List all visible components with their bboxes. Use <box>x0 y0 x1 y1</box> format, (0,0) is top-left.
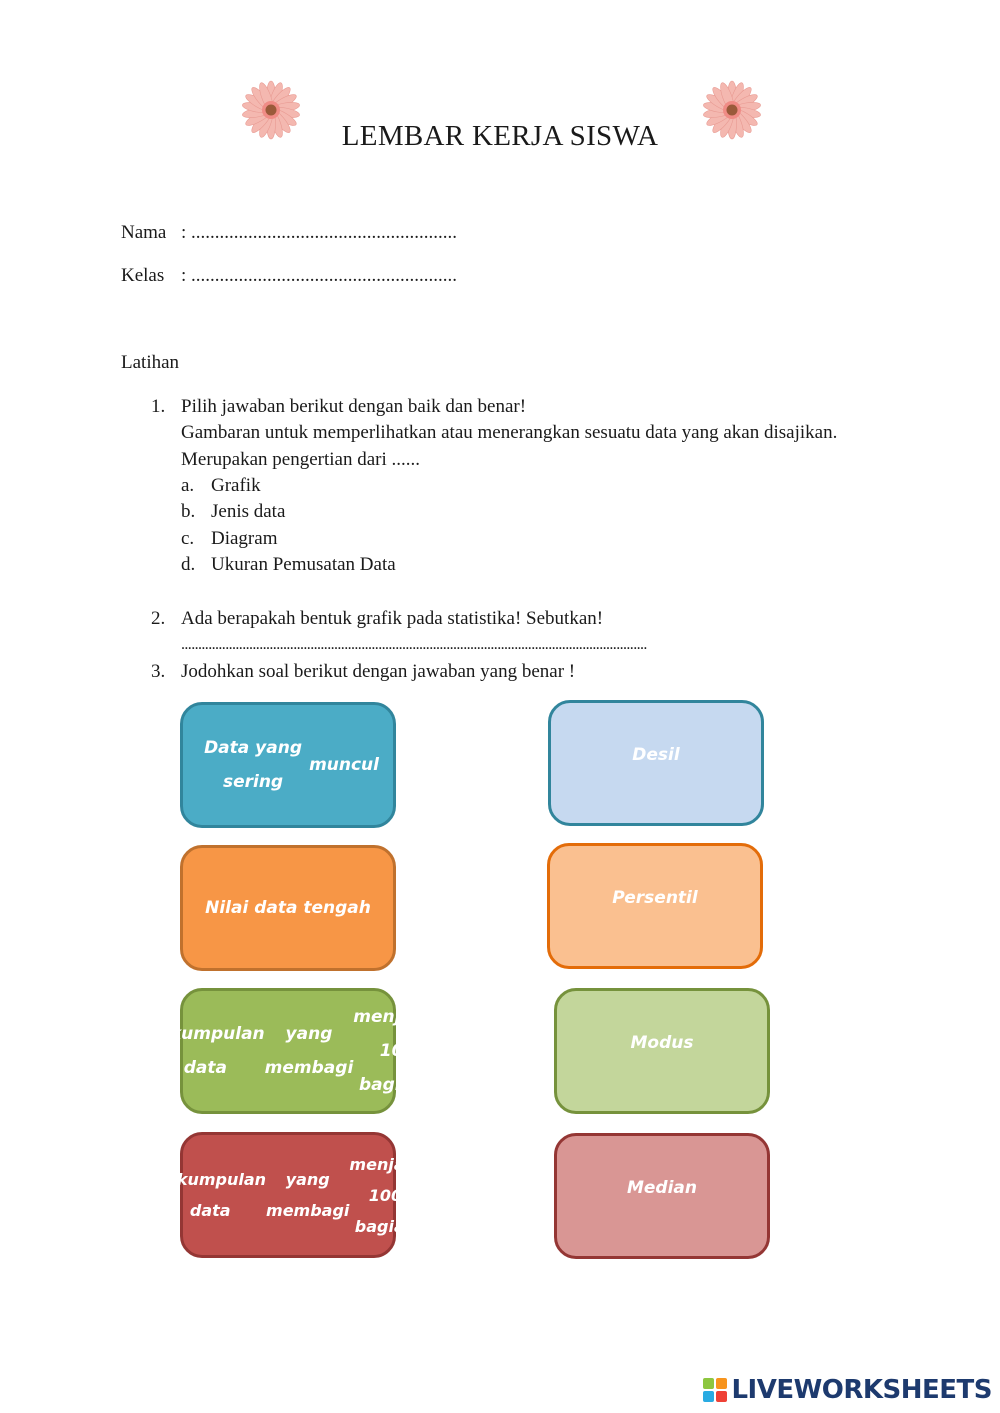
q1-option-b[interactable]: Jenis data <box>211 501 286 522</box>
match-left-box-4[interactable] <box>154 1132 422 1258</box>
match-left-box-3[interactable] <box>146 988 430 1114</box>
match-left-1-line1: Data yang sering <box>204 738 302 792</box>
section-title: Latihan <box>121 352 180 373</box>
kelas-field[interactable]: : ........................................................ <box>181 265 458 286</box>
match-right-3-label: Modus <box>630 1033 694 1053</box>
match-right-box-4[interactable] <box>554 1133 770 1259</box>
nama-label: Nama <box>121 222 167 243</box>
q2-text: Ada berapakah bentuk grafik pada statistika! Sebutkan! <box>181 608 604 629</box>
q2-number: 2. <box>151 608 166 629</box>
q1-number: 1. <box>151 396 166 417</box>
match-right-box-2[interactable] <box>547 843 763 969</box>
match-left-box-2[interactable] <box>180 845 396 971</box>
q1-option-c-letter: c. <box>181 528 195 549</box>
match-left-box-1[interactable] <box>180 702 396 828</box>
match-left-3-line1: Sekumpulan data <box>146 1024 265 1078</box>
q2-answer-field[interactable]: ......................................................................................................................................... <box>181 636 647 653</box>
q1-option-a-letter: a. <box>181 475 195 496</box>
match-left-1-line2: muncul <box>309 755 379 775</box>
q1-line3: Merupakan pengertian dari ...... <box>181 449 420 470</box>
match-right-box-3[interactable] <box>554 988 770 1114</box>
q1-line1: Pilih jawaban berikut dengan baik dan benar! <box>181 396 527 417</box>
match-right-4-label: Median <box>626 1178 698 1198</box>
q1-option-c[interactable]: Diagram <box>211 528 278 549</box>
brand-name: LIVEWORKSHEETS <box>731 1375 992 1405</box>
match-right-box-1[interactable] <box>548 700 764 826</box>
match-left-3-line3: menjadi 10 bagian <box>353 1007 430 1095</box>
match-left-4-line1: Sekumpulan data <box>154 1170 267 1220</box>
match-left-4-line2: yang membagi <box>266 1170 350 1220</box>
match-right-2-label: Persentil <box>612 888 698 908</box>
q1-option-a[interactable]: Grafik <box>211 475 261 496</box>
match-left-4-line3: menjadi 100 bagian <box>349 1154 422 1236</box>
liveworksheets-logo <box>703 1375 992 1405</box>
match-left-3-line2: yang membagi <box>264 1024 354 1078</box>
q3-text: Jodohkan soal berikut dengan jawaban yang benar ! <box>181 661 576 682</box>
match-right-1-label: Desil <box>632 745 680 765</box>
q1-option-d-letter: d. <box>181 554 196 575</box>
liveworksheets-mark-icon <box>703 1378 727 1402</box>
q1-line2: Gambaran untuk memperlihatkan atau menerangkan sesuatu data yang akan disajikan. <box>181 422 838 443</box>
nama-field[interactable]: : ........................................................ <box>181 222 458 243</box>
kelas-label: Kelas <box>121 265 165 286</box>
q1-option-b-letter: b. <box>181 501 196 522</box>
q3-number: 3. <box>151 661 166 682</box>
page-title: LEMBAR KERJA SISWA <box>341 120 659 152</box>
match-left-2-line1: Nilai data tengah <box>205 898 371 918</box>
q1-option-d[interactable]: Ukuran Pemusatan Data <box>211 554 396 575</box>
